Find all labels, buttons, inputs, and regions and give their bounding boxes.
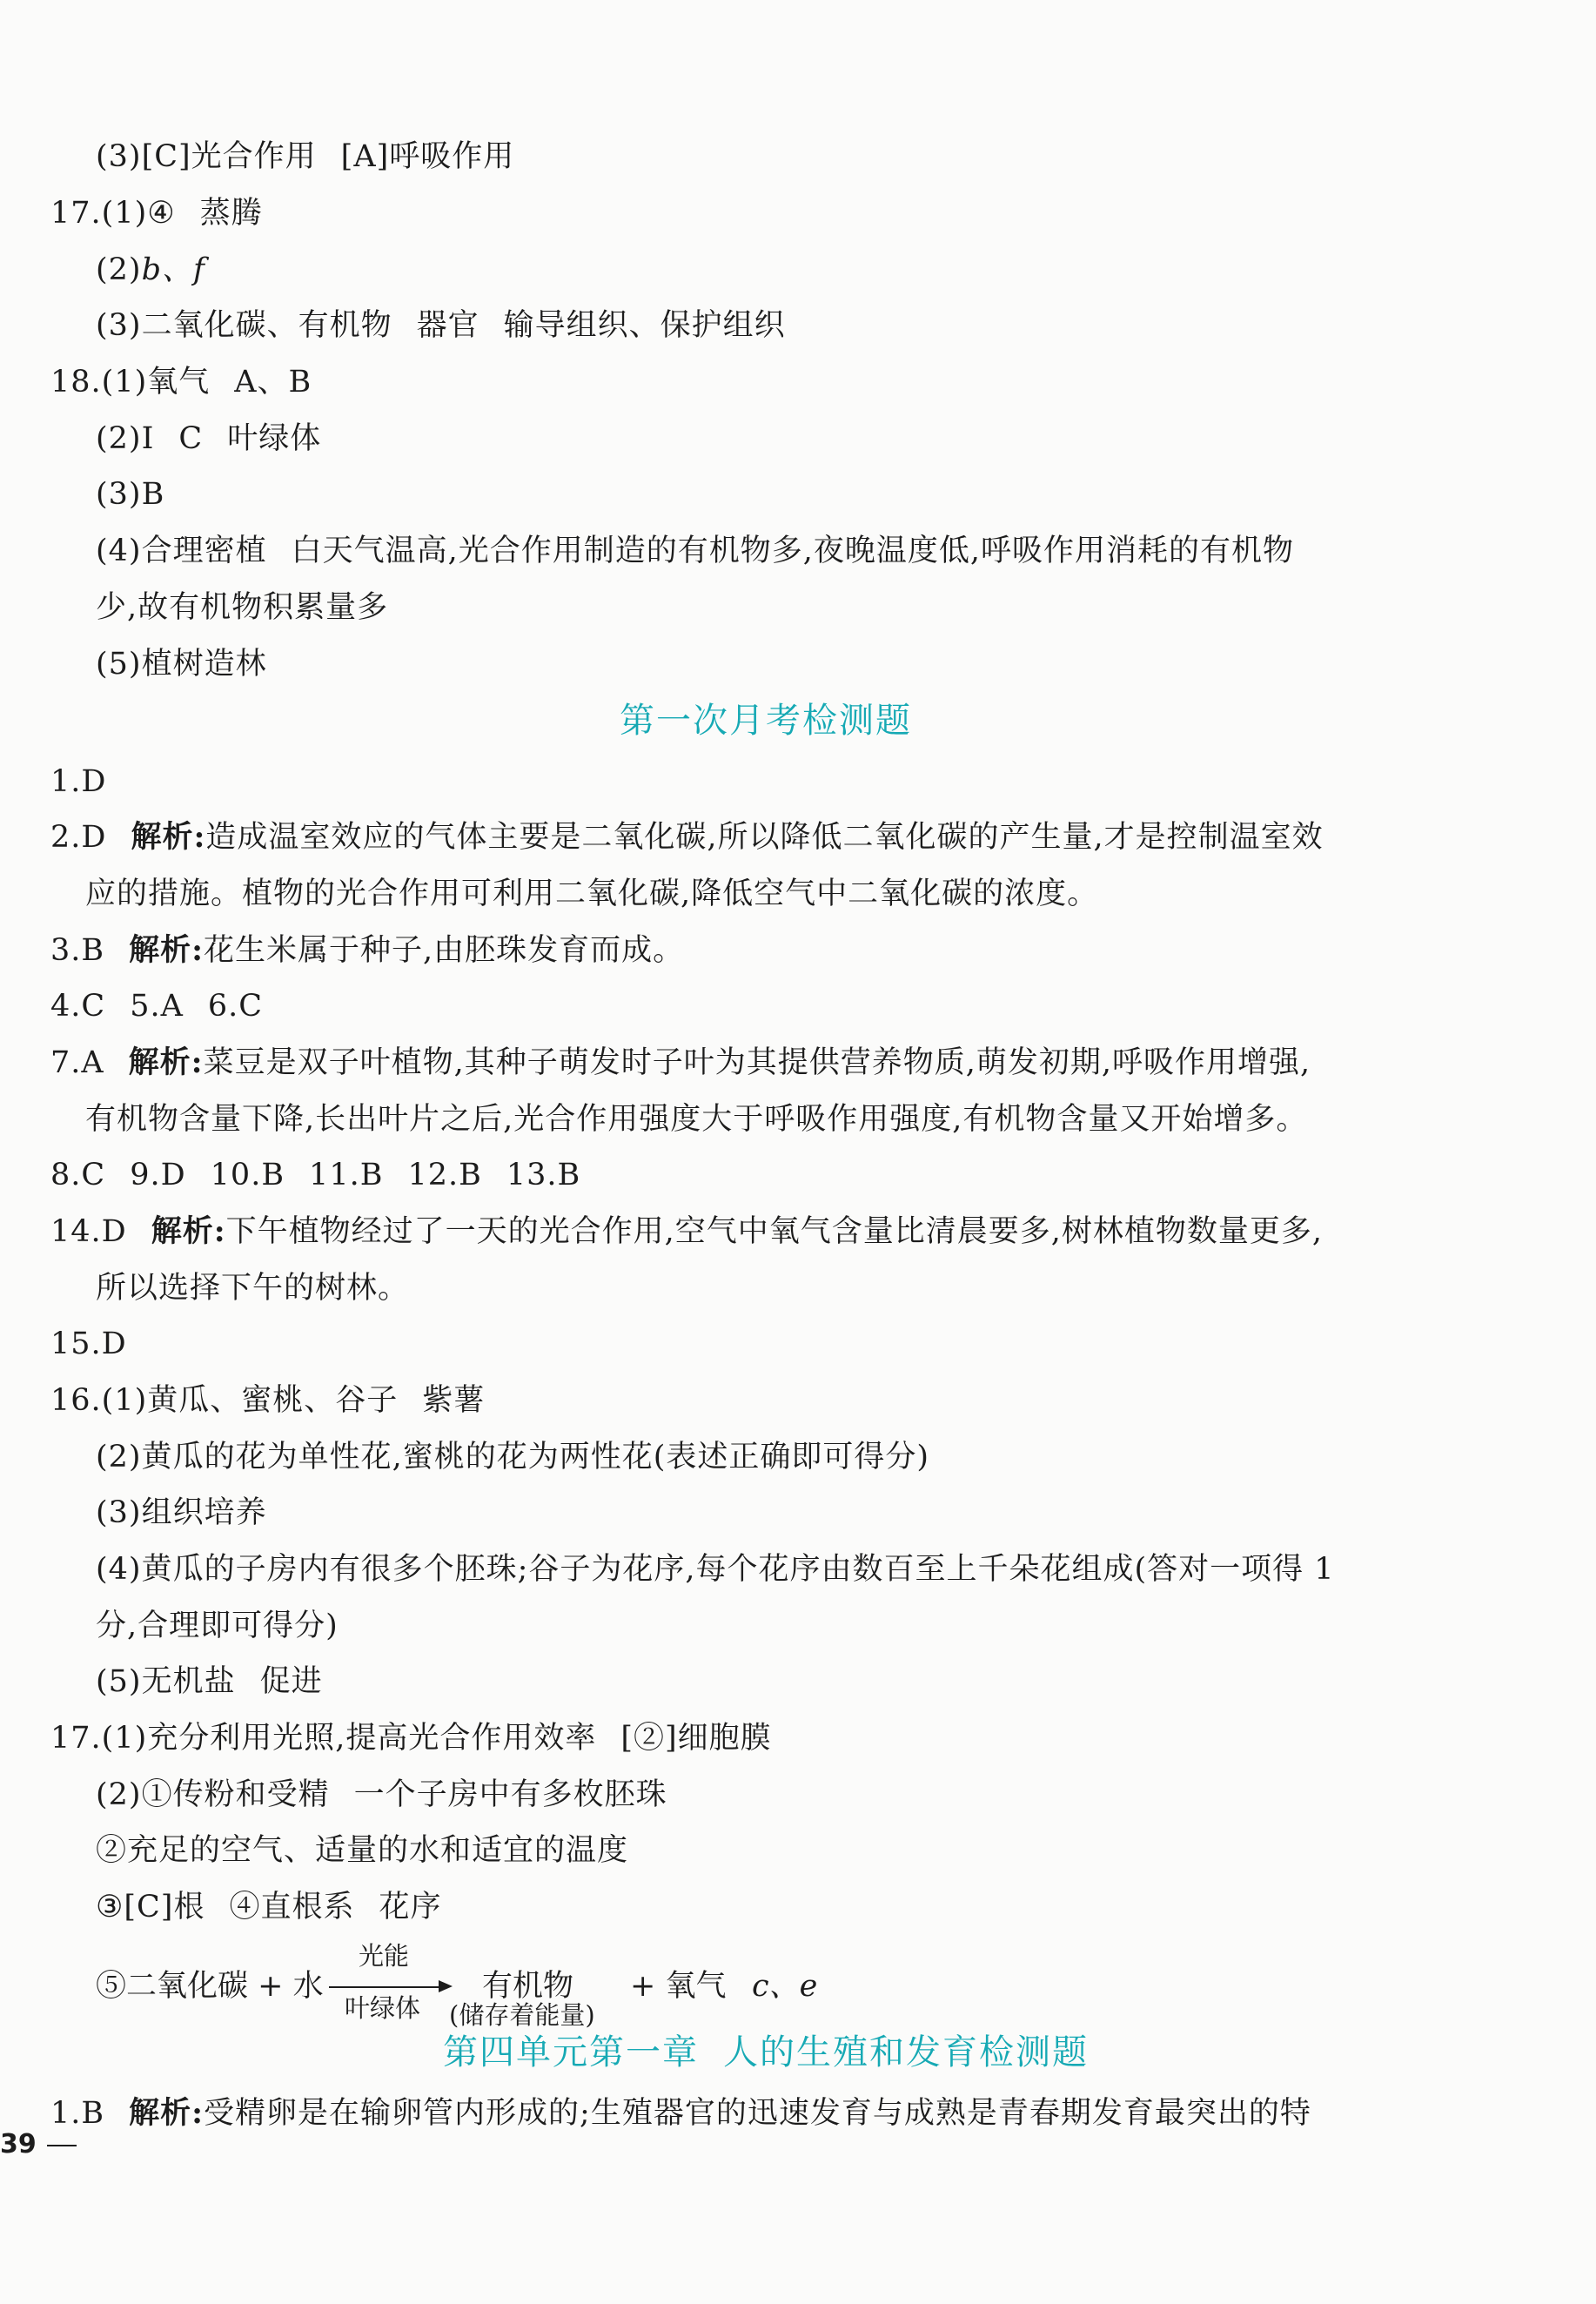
answer-line [96, 305, 786, 346]
equation-condition-light: 光能 [359, 1941, 410, 1971]
answer-text: (3)组织培养 [96, 1495, 267, 1530]
answer-text: (2) [96, 252, 142, 287]
answer-text: 9.D [130, 1158, 186, 1192]
answer-line [50, 816, 1324, 858]
answer-text: 17.(1)④ [50, 196, 176, 231]
answer-text: (4)合理密植 [96, 534, 267, 568]
answer-text: 12.B [407, 1158, 482, 1192]
answer-text: 分,合理即可得分) [96, 1609, 339, 1643]
answer-text: (2)黄瓜的花为单性花,蜜桃的花为两性花(表述正确即可得分) [96, 1440, 930, 1474]
analysis-label: 解析: [128, 1045, 204, 1080]
answer-text: [②]细胞膜 [620, 1721, 772, 1756]
answer-text: 白天气温高,光合作用制造的有机物多,夜晚温度低,呼吸作用消耗的有机物 [291, 534, 1294, 568]
answer-text: (4)黄瓜的子房内有很多个胚珠;谷子为花序,每个花序由数百至上千朵花组成(答对一项得 1 [96, 1552, 1335, 1587]
answer-text: 紫薯 [422, 1383, 486, 1418]
equation-answer: c、e [752, 1969, 818, 2004]
equation-arrow-head [439, 1980, 453, 1992]
answer-text: 2.D [50, 820, 107, 855]
answer-text: 1.D [50, 764, 107, 799]
answer-text: 下午植物经过了一天的光合作用,空气中氧气含量比清晨要多,树林植物数量更多, [225, 1214, 1324, 1249]
answer-line [96, 1436, 929, 1478]
answer-text: 一个子房中有多枚胚珠 [353, 1777, 667, 1812]
answer-text: b、f [141, 252, 205, 287]
answer-text: 有机物含量下降,长出叶片之后,光合作用强度大于呼吸作用强度,有机物含量又开始增多。 [85, 1102, 1308, 1137]
answer-line [96, 587, 388, 628]
answer-text: (3)[C]光合作用 [96, 139, 317, 174]
answer-line [50, 1211, 1323, 1253]
answer-text: 1.B [50, 2096, 105, 2131]
page-footer [0, 2127, 77, 2162]
answer-text: 4.C [50, 989, 106, 1024]
equation-product-note: (储存着能量) [449, 2000, 595, 2030]
answer-line [96, 643, 267, 685]
answer-text: 13.B [506, 1158, 581, 1192]
answer-text: 8.C [50, 1158, 106, 1192]
equation-condition-chloroplast: 叶绿体 [345, 1993, 421, 2023]
equation-arrow [329, 1986, 440, 1988]
footer-dash [47, 2145, 77, 2146]
answer-text: 14.D [50, 1214, 127, 1249]
answer-line [96, 1830, 628, 1871]
answer-text: 6.C [207, 989, 264, 1024]
answer-text: (3)二氧化碳、有机物 [96, 308, 392, 343]
answer-text: C [178, 421, 204, 456]
answer-line [50, 930, 684, 971]
answer-line [50, 1042, 1311, 1084]
analysis-label: 解析: [131, 819, 206, 855]
answer-line [96, 1548, 1335, 1590]
equation-product: 有机物 [482, 1969, 574, 2004]
answer-line [96, 1605, 339, 1647]
answer-text: (5)无机盐 [96, 1664, 236, 1699]
answer-text: [A]呼吸作用 [340, 139, 515, 174]
answer-text: 菜豆是双子叶植物,其种子萌发时子叶为其提供营养物质,萌发初期,呼吸作用增强, [203, 1045, 1311, 1080]
analysis-label: 解析: [129, 932, 205, 968]
answer-text: 器官 [416, 308, 479, 343]
answer-text: 花生米属于种子,由胚珠发育而成。 [204, 933, 685, 968]
answer-text: 促进 [259, 1664, 323, 1699]
answer-text: 少,故有机物积累量多 [96, 590, 389, 625]
equation-oxygen: + 氧气 [630, 1969, 727, 2004]
answer-text: 17.(1)充分利用光照,提高光合作用效率 [50, 1721, 597, 1756]
answer-text: 蒸腾 [199, 196, 263, 231]
answer-line [96, 1774, 667, 1816]
answer-line [96, 1492, 267, 1534]
answer-text: 15.D [50, 1327, 127, 1361]
answer-text: 16.(1)黄瓜、蜜桃、谷子 [50, 1383, 399, 1418]
answer-line [96, 136, 514, 178]
answer-text: (2)I [96, 421, 155, 456]
answer-line [50, 361, 312, 403]
answer-text: 10.B [210, 1158, 285, 1192]
answer-text: 7.A [50, 1045, 104, 1080]
equation-reactants: ⑤二氧化碳 + 水 [96, 1969, 324, 2004]
answer-line [50, 2092, 1311, 2134]
answer-line [50, 761, 106, 803]
answer-text: (5)植树造林 [96, 647, 267, 682]
answer-line [96, 1886, 442, 1928]
analysis-label: 解析: [129, 2095, 205, 2131]
photosynthesis-equation [96, 1941, 1314, 2030]
answer-text: 造成温室效应的气体主要是二氧化碳,所以降低二氧化碳的产生量,才是控制温室效 [205, 820, 1324, 855]
page-number: 39 [0, 2129, 37, 2160]
answer-text: A、B [234, 365, 312, 400]
answer-line [96, 1267, 409, 1309]
answer-line [50, 1154, 580, 1196]
answer-line [50, 1717, 772, 1759]
answer-text: 3.B [50, 933, 105, 968]
answer-text: ③[C]根 [96, 1890, 205, 1924]
heading-text: 第四单元第一章 [443, 2032, 699, 2072]
analysis-label: 解析: [151, 1213, 226, 1249]
answer-line [96, 1661, 323, 1703]
answer-line [85, 873, 1098, 915]
answer-text: 应的措施。植物的光合作用可利用二氧化碳,降低空气中二氧化碳的浓度。 [85, 877, 1099, 911]
answer-text: 11.B [309, 1158, 384, 1192]
answer-line [85, 1098, 1307, 1140]
answer-line [96, 530, 1294, 572]
answer-text: 受精卵是在输卵管内形成的;生殖器官的迅速发育与成熟是青春期发育最突出的特 [204, 2096, 1311, 2131]
answer-text: 所以选择下午的树林。 [96, 1271, 410, 1306]
answer-text: 花序 [379, 1890, 442, 1924]
section-heading: 第一次月考检测题 [620, 701, 912, 741]
answer-text: 5.A [130, 989, 184, 1024]
answer-line [50, 1323, 127, 1365]
answer-line [50, 985, 263, 1027]
section-heading [0, 2030, 1532, 2075]
answer-line [96, 249, 205, 291]
answer-line [96, 418, 321, 460]
heading-text: 人的生殖和发育检测题 [723, 2032, 1089, 2072]
answer-text: ②充足的空气、适量的水和适宜的温度 [96, 1833, 629, 1868]
answer-text: 输导组织、保护组织 [503, 308, 786, 343]
answer-text: (2)①传粉和受精 [96, 1777, 330, 1812]
answer-text: ④直根系 [229, 1890, 355, 1924]
answer-text: 18.(1)氧气 [50, 365, 211, 400]
answer-line [50, 192, 263, 234]
answer-line [50, 1380, 485, 1421]
answer-text: (3)B [96, 477, 165, 512]
answer-text: 叶绿体 [227, 421, 322, 456]
answer-line [96, 474, 164, 515]
